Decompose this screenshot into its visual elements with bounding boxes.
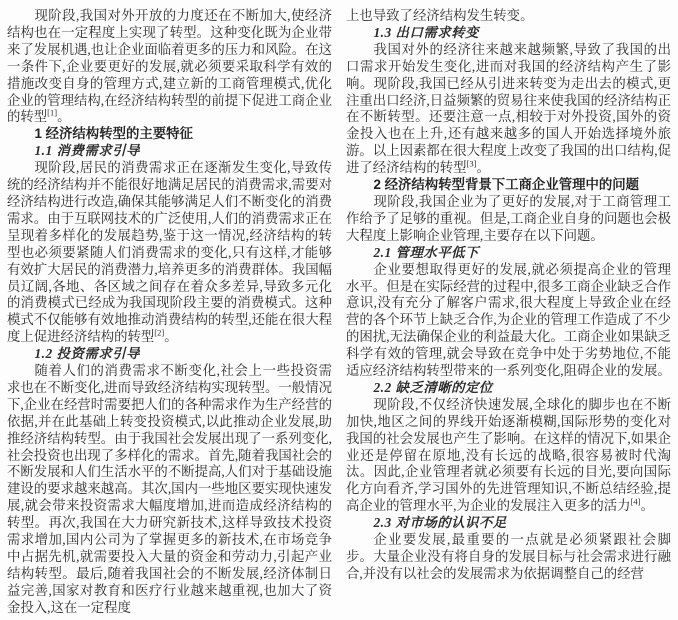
paragraph: 我国对外的经济往来越来越频繁,导致了我国的出口需求开始发生变化,进而对我国的经济结构产生了影响。现阶段,我国已经从引进来转变为走出去的模式,更注重出口经济,日益频繁的贸易往来使我国的经济结构正在不断转型。还要注意一点,相较于对外投资,国外的资金投入也在上升,还有越来越多的国人开始选择境外旅游。以上因素都在很大程度上改变了我国的出口结构,促进了经济结构的转型[3]。 [346,41,671,176]
right-column [346,8,671,620]
citation-ref: [1] [47,107,58,118]
subsection-heading: 2.2 缺乏清晰的定位 [373,379,493,395]
subsection-heading: 1.3 出口需求转变 [373,24,479,40]
left-column [7,8,332,620]
subsection-heading: 2.3 对市场的认识不足 [373,515,507,531]
section-heading: 1 经济结构转型的主要特征 [34,126,193,142]
section-heading: 2 经济结构转型背景下工商企业管理中的问题 [373,177,640,193]
paragraph: 上也导致了经济结构发生转变。 [346,8,534,23]
citation-ref: [4] [630,496,641,507]
paragraph: 现阶段,不仅经济快速发展,全球化的脚步也在不断加快,地区之间的界线开始逐渐模糊,国际形势的变化对我国的社会发展也产生了影响。在这样的情况下,如果企业还是停留在原地,没有长远的战略,很容易被时代淘汰。因此,企业管理者就必须要有长远的目光,要向国际化方向看齐,学习国外的先进管理知识,不断总结经验,提高企业的管理水平,为企业的发展注入更多的活力[4]。 [346,396,671,514]
paragraph: 企业要发展,最重要的一点就是必须紧跟社会脚步。大量企业没有将自身的发展目标与社会需求进行融合,并没有以社会的发展需求为依据调整自己的经营 [346,532,671,581]
subsection-heading: 1.1 消费需求引导 [34,143,140,159]
subsection-heading: 1.2 投资需求引导 [34,346,140,362]
paragraph: 现阶段,我国企业为了更好的发展,对于工商管理工作给予了足够的重视。但是,工商企业自身的问题也会极大程度上影响企业管理,主要存在以下问题。 [346,193,671,243]
paragraph: 随着人们的消费需求不断变化,社会上一些投资需求也在不断变化,进而导致经济结构实现转型。一般情况下,企业在经营时需要把人们的各种需求作为生产经营的依据,并在此基础上转变投资模式,以此推动企业发展,助推经济结构转型。由于我国社会发展出现了一系列变化,社会投资也出现了多样化的需求。首先,随着我国社会的不断发展和人们生活水平的不断提高,人们对于基础设施建设的要求越来越高。其次,国内一些地区要实现快速发展,就会带来投资需求大幅度增加,进而造成经济结构的转型。再次,我国在大力研究新技术,这样导致技术投资需求增加,国内公司为了掌握更多的新技术,在市场竞争中占据先机,就需要投入大量的资金和劳动力,引起产业结构转型。最后,随着我国社会的不断发展,经济体制日益完善,国家对教育和医疗行业越来越重视,也加大了资金投入,这在一定程度 [7,363,332,615]
citation-ref: [2] [154,327,165,338]
citation-ref: [3] [466,158,477,169]
paragraph: 企业要想取得更好的发展,就必须提高企业的管理水平。但是在实际经营的过程中,很多工商企业缺乏合作意识,没有充分了解客户需求,很大程度上导致企业在经营的各个环节上缺乏合作,为企业的管理工作造成了不少的困扰,无法确保企业的利益最大化。工商企业如果缺乏科学有效的管理,就会导致在竞争中处于劣势地位,不能适应经济结构转型带来的一系列变化,阻碍企业的发展。 [346,261,671,379]
subsection-heading: 2.1 管理水平低下 [373,244,479,260]
paragraph: 现阶段,居民的消费需求正在逐渐发生变化,导致传统的经济结构并不能很好地满足居民的消费需求,需要对经济结构进行改造,确保其能够满足人们不断变化的消费需求。由于互联网技术的广泛使用,人们的消费需求正在呈现着多样化的发展趋势,鉴于这一情况,经济结构的转型也必须要紧随人们消费需求的变化,只有这样,才能够有效扩大居民的消费潜力,培养更多的消费群体。我国幅员辽阔,各地、各区域之间存在着众多差异,导致多元化的消费模式已经成为我国现阶段主要的消费模式。这种模式不仅能够有效地推动消费结构的转型,还能在很大程度上促进经济结构的转型[2]。 [7,160,332,345]
paragraph: 现阶段,我国对外开放的力度还在不断加大,使经济结构也在一定程度上实现了转型。这种变化既为企业带来了发展机遇,也让企业面临着更多的压力和风险。在这一条件下,企业要更好的发展,就必须要采取科学有效的措施改变自身的管理方式,建立新的工商管理模式,优化企业的管理结构,在经济结构转型的前提下促进工商企业的转型[1]。 [7,8,332,125]
